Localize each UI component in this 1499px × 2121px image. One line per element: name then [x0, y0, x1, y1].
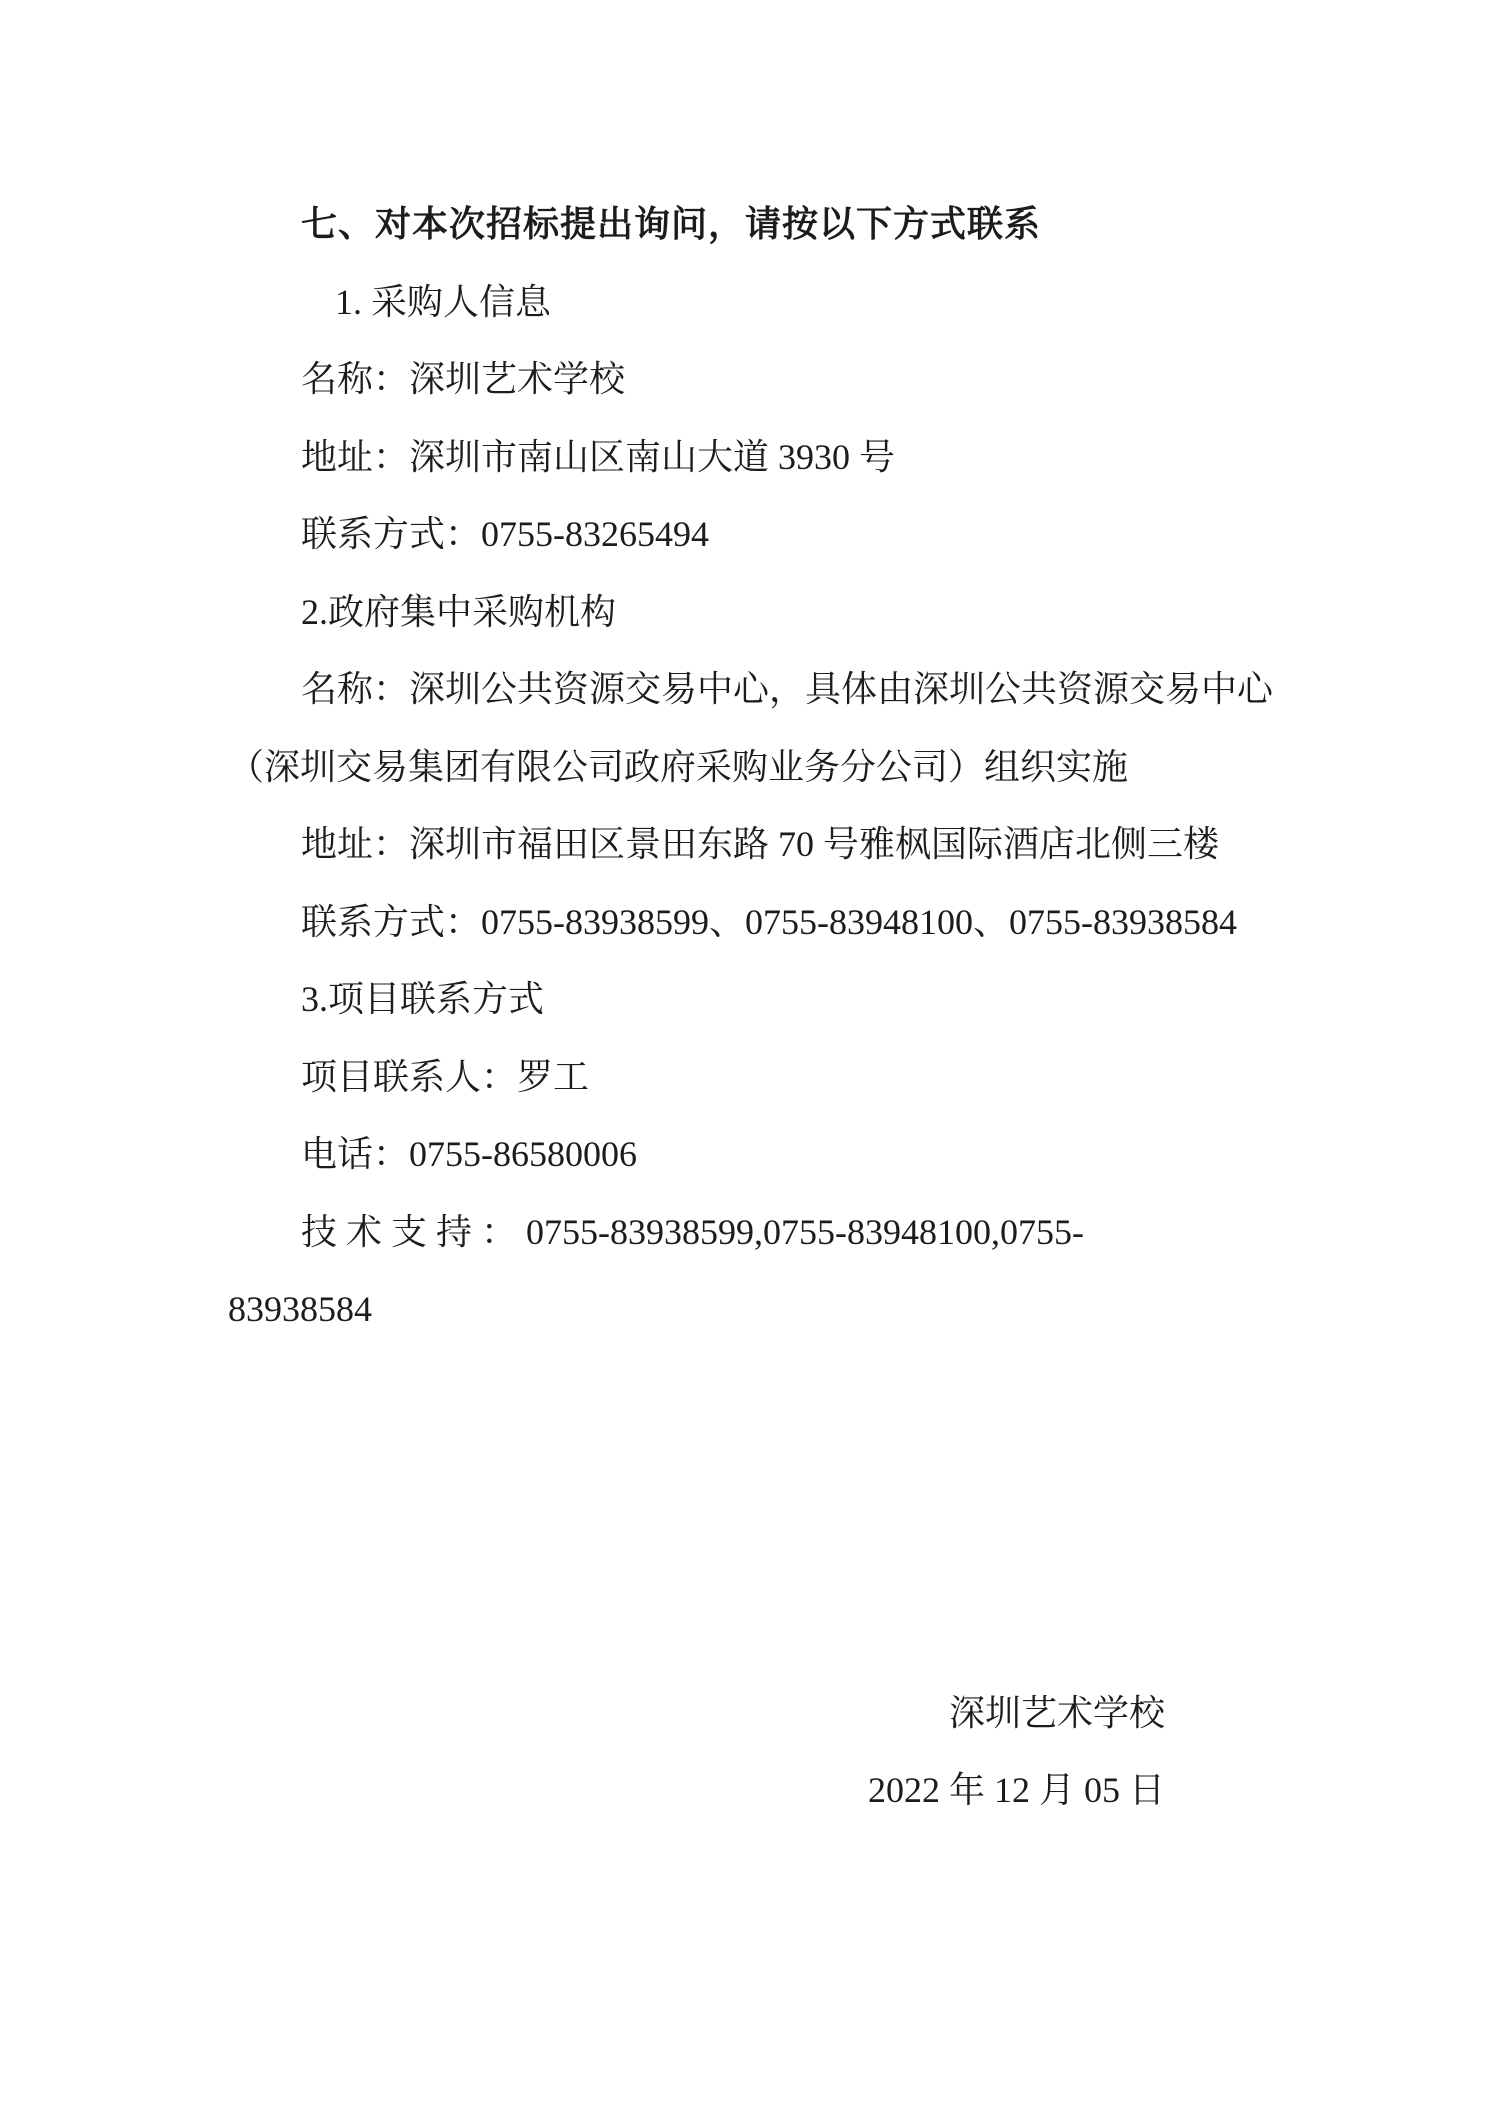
purchaser-contact-line: 联系方式：0755-83265494	[301, 514, 709, 554]
agency-contact-line: 联系方式：0755-83938599、0755-83948100、0755-83938584	[301, 901, 1237, 942]
signature-block	[228, 1675, 1165, 1830]
project-phone-line: 电话：0755-86580006	[301, 1134, 637, 1174]
purchaser-address-line: 地址：深圳市南山区南山大道 3930 号	[301, 436, 896, 477]
purchaser-name-line: 名称：深圳艺术学校	[301, 359, 626, 399]
section-3-heading: 3.项目联系方式	[301, 979, 545, 1019]
document-title: 七、对本次招标提出询问，请按以下方式联系	[301, 204, 1042, 244]
signature-date: 2022 年 12 月 05 日	[867, 1770, 1165, 1810]
section-1-heading: 1. 采购人信息	[335, 281, 552, 322]
agency-name-line: 名称：深圳公共资源交易中心，具体由深圳公共资源交易中心	[301, 669, 1274, 709]
agency-address-line: 地址：深圳市福田区景田东路 70 号雅枫国际酒店北侧三楼	[301, 824, 1220, 864]
project-contact-person-line: 项目联系人：罗工	[301, 1056, 590, 1097]
tech-support-continuation-line: 83938584	[228, 1289, 372, 1329]
agency-name-continuation-line: （深圳交易集团有限公司政府采购业务分公司）组织实施	[228, 746, 1129, 787]
section-2-heading: 2.政府集中采购机构	[301, 591, 617, 632]
signature-organization: 深圳艺术学校	[948, 1692, 1165, 1733]
tech-support-line: 技 术 支 持 ： 0755-83938599,0755-83948100,0755-	[301, 1211, 1084, 1252]
